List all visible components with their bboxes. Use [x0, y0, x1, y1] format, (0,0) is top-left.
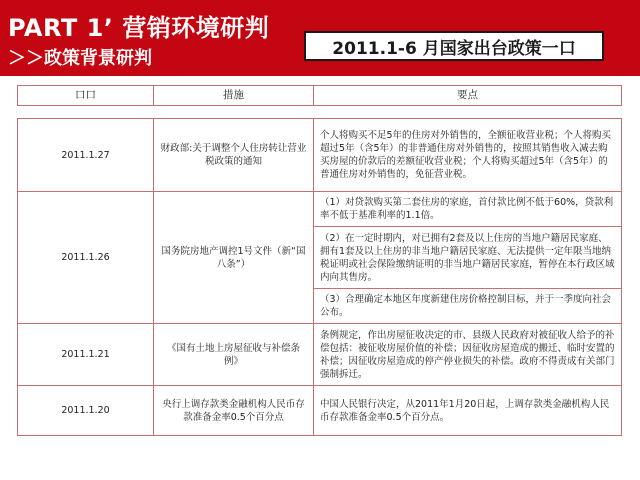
- column-header-points: 要点: [314, 86, 622, 106]
- row-date: 2011.1.26: [18, 192, 154, 324]
- policy-table: [17, 118, 622, 436]
- page-title: PART 1’ 营销环境研判: [8, 14, 270, 42]
- policy-period-box: 2011.1-6 月国家出台政策一口: [304, 31, 604, 61]
- section-subtitle: ＞＞政策背景研判: [8, 48, 152, 69]
- column-header-table: [17, 85, 622, 106]
- table-row: [18, 192, 622, 227]
- row-point: （2）在一定时期内，对已拥有2套及以上住房的当地户籍居民家庭、拥有1套及以上住房的非当地户籍居民家庭、无法提供一定年限当地纳税证明或社会保险缴纳证明的非当地户籍居民家庭，暂停在本行政区域内向其售房。: [314, 227, 622, 289]
- row-date: 2011.1.27: [18, 119, 154, 192]
- row-measure: 国务院房地产调控1号文件（新“国八条”）: [154, 192, 314, 324]
- row-point: 个人将购买不足5年的住房对外销售的，全额征收营业税；个人将购买超过5年（含5年）的非普通住房对外销售的，按照其销售收入减去购买房屋的价款后的差额征收营业税；个人将购买超过5年（含5年）的普通住房对外销售的，免征营业税。: [314, 119, 622, 192]
- row-point: （1）对贷款购买第二套住房的家庭，首付款比例不低于60%，贷款利率不低于基准利率的1.1倍。: [314, 192, 622, 227]
- row-point: （3）合理确定本地区年度新建住房价格控制目标，并于一季度向社会公布。: [314, 289, 622, 324]
- table-row: [18, 324, 622, 386]
- row-date: 2011.1.21: [18, 324, 154, 386]
- row-date: 2011.1.20: [18, 386, 154, 436]
- row-measure: 财政部:关于调整个人住房转让营业税政策的通知: [154, 119, 314, 192]
- table-row: [18, 386, 622, 436]
- column-header-row: [18, 86, 622, 106]
- row-measure: 《国有土地上房屋征收与补偿条例》: [154, 324, 314, 386]
- column-header-measure: 措施: [154, 86, 314, 106]
- header-banner: [0, 0, 640, 76]
- table-row: [18, 119, 622, 192]
- row-measure: 央行上调存款类金融机构人民币存款准备金率0.5个百分点: [154, 386, 314, 436]
- column-header-date: 口口: [18, 86, 154, 106]
- row-point: 中国人民银行决定，从2011年1月20日起，上调存款类金融机构人民币存款准备金率0.5个百分点。: [314, 386, 622, 436]
- row-point: 条例规定，作出房屋征收决定的市、县级人民政府对被征收人给予的补偿包括：被征收房屋价值的补偿；因征收房屋造成的搬迁、临时安置的补偿；因征收房屋造成的停产停业损失的补偿。政府不得责成有关部门强制拆迁。: [314, 324, 622, 386]
